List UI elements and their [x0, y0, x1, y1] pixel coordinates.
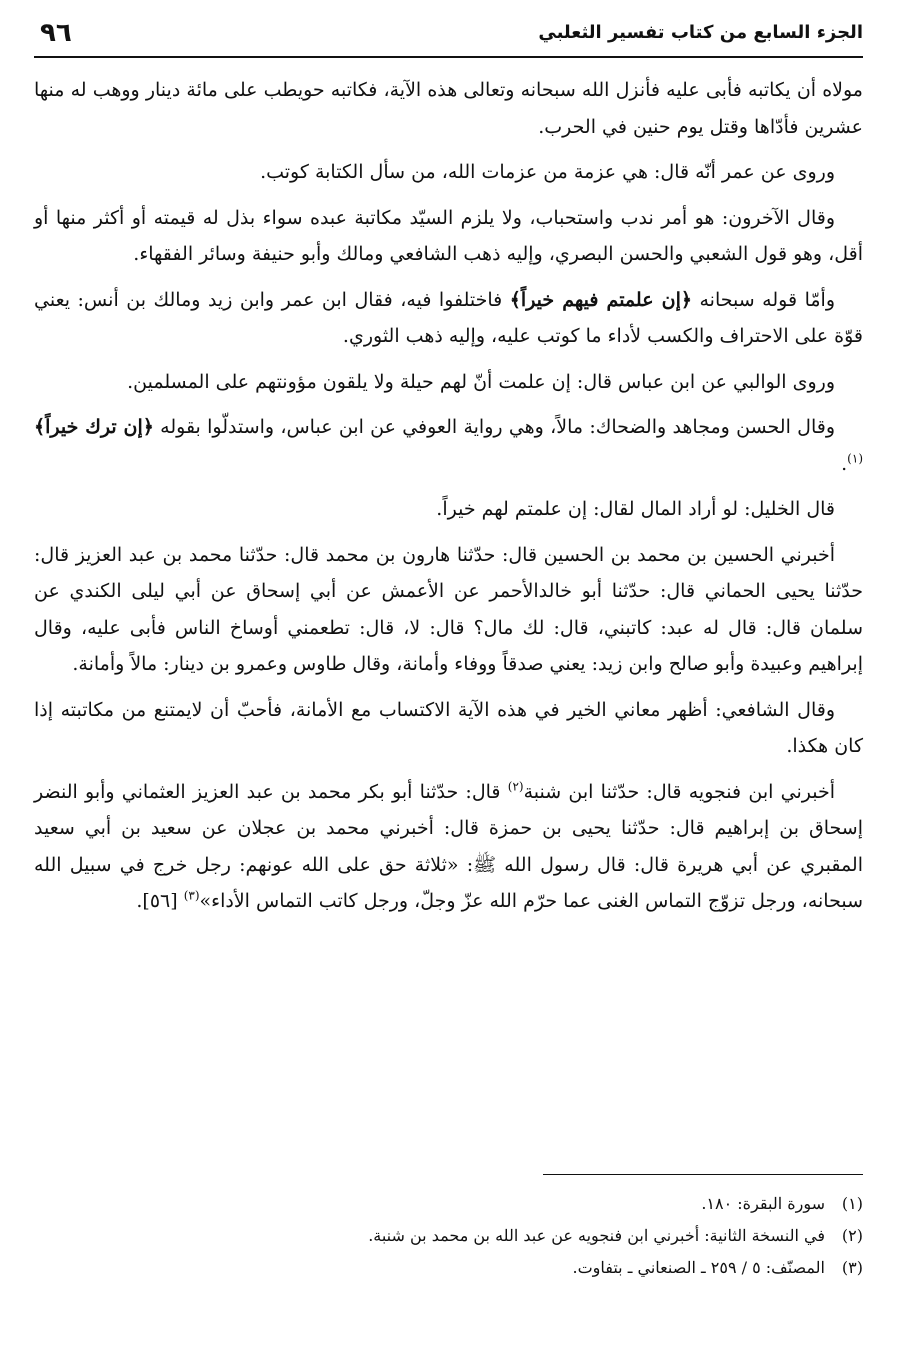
paragraph: أخبرني الحسين بن محمد بن الحسين قال: حدّثنا هارون بن محمد قال: حدّثنا محمد بن عبد العزيز قال: حدّثنا يحيى الحماني قال: حدّثنا أبو خالدالأحمر عن الأعمش عن أبي إسحاق عن أبي ليلى الكندي عن سلمان قال: قال له عبد: كاتبني، قال: لك مال؟ قال: لا، قال: تطعمني أوساخ الناس فأبى عليه، وقال إبراهيم وعبيدة وأبو صالح وابن زيد: يعني صدقاً ووفاء وأمانة، وقال طاوس وعمرو بن دينار: مالاً وأمانة. — [34, 543, 863, 675]
footnote: (٢)في النسخة الثانية: أخبرني ابن فنجويه عن عبد الله بن محمد بن شنبة. — [368, 1226, 863, 1245]
paragraph: وأمّا قوله سبحانه ﴿إن علمتم فيهم خيراً﴾ فاختلفوا فيه، فقال ابن عمر وابن زيد ومالك بن أنس: يعني قوّة على الاحتراف والكسب لأداء ما كوتب عليه، وإليه ذهب الثوري. — [34, 288, 863, 347]
paragraph: أخبرني ابن فنجويه قال: حدّثنا ابن شنبة$^{(٢)}$ قال: حدّثنا أبو بكر محمد بن عبد العزيز العثماني وأبو النضر إسحاق بن إبراهيم قال: حدّثنا يحيى بن حمزة قال: أخبرني محمد بن عجلان عن سعيد بن أبي سعيد المقبري عن أبي هريرة قال: قال رسول الله ﷺ: «ثلاثة حق على الله عونهم: رجل خرج في سبيل الله سبحانه، ورجل تزوّج التماس الغنى عما حرّم الله عزّ وجلّ، ورجل كاتب التماس الأداء»$^{(٣)}$ [٥٦]. — [34, 779, 863, 912]
footnote: (١)سورة البقرة: ١٨٠. — [701, 1194, 863, 1213]
running-title: الجزء السابع من كتاب تفسير الثعلبي — [538, 22, 863, 43]
footnote: (٣)المصنّف: ٥ / ٢٥٩ ـ الصنعاني ـ بتفاوت. — [572, 1258, 863, 1277]
main-text — [34, 72, 863, 929]
paragraph: مولاه أن يكاتبه فأبى عليه فأنزل الله سبحانه وتعالى هذه الآية، فكاتبه حويطب على مائة دينار ووهب له منها عشرين فأدّاها وقتل يوم حنين في الحرب. — [34, 79, 863, 138]
paragraph: وروى عن عمر أنّه قال: هي عزمة من عزمات الله، من سأل الكتابة كوتب. — [260, 161, 835, 183]
footnote-ref: (١) — [847, 451, 863, 466]
footnote-separator — [543, 1174, 863, 1175]
footnote-ref: (٢) — [507, 779, 524, 794]
paragraph: قال الخليل: لو أراد المال لقال: إن علمتم لهم خيراً. — [436, 498, 835, 520]
paragraph: وقال الآخرون: هو أمر ندب واستحباب، ولا يلزم السيّد مكاتبة عبده سواء بذل له قيمته أو أكثر منها أو أقل، وهو قول الشعبي والحسن البصري، وإليه ذهب الشافعي ومالك وأبو حنيفة وسائر الفقهاء. — [34, 206, 863, 265]
paragraph: وروى الوالبي عن ابن عباس قال: إن علمت أنّ لهم حيلة ولا يلقون مؤونتهم على المسلمين. — [127, 370, 835, 393]
page-header — [34, 14, 863, 58]
paragraph: وقال الشافعي: أظهر معاني الخير في هذه الآية الاكتساب مع الأمانة، فأحبّ أن لايمتنع من مكاتبته إذا كان هكذا. — [34, 698, 863, 757]
page-number: ٩٦ — [40, 18, 72, 48]
footnote-ref: (٣) — [183, 888, 200, 903]
footnotes — [34, 1188, 863, 1284]
paragraph: وقال الحسن ومجاهد والضحاك: مالاً، وهي رواية العوفي عن ابن عباس، واستدلّوا بقوله ﴿إن ترك خيراً﴾$^{(١)}$. — [34, 416, 863, 475]
quran-quote: ﴿إن ترك خيراً﴾ — [34, 416, 154, 438]
quran-quote: ﴿إن علمتم فيهم خيراً﴾ — [509, 288, 692, 311]
